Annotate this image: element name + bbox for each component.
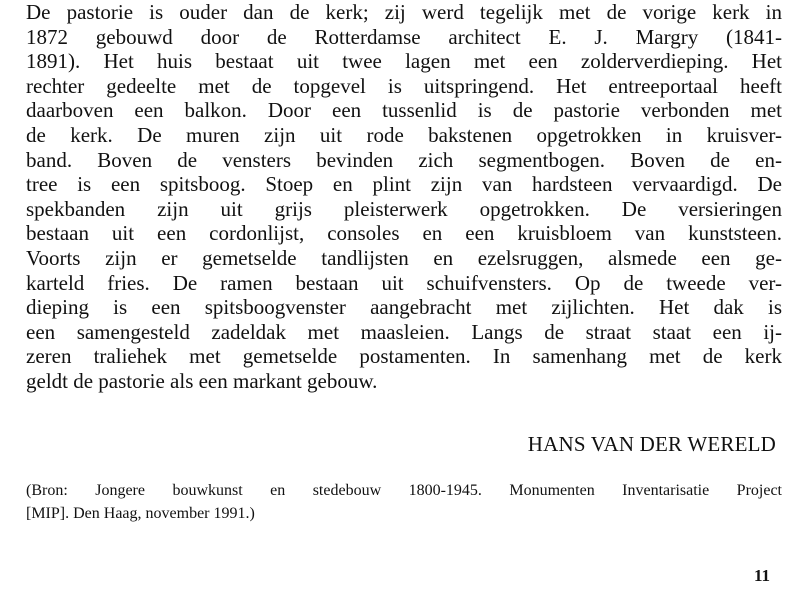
article-line: 1891). Het huis bestaat uit twee lagen met een zolderverdieping. Het xyxy=(26,49,782,74)
source-citation xyxy=(26,479,782,525)
article-line: rechter gedeelte met de topgevel is uitspringend. Het entreeportaal heeft xyxy=(26,73,782,98)
article-line: spekbanden zijn uit grijs pleisterwerk opgetrokken. De versieringen xyxy=(26,196,782,221)
source-line: [MIP]. Den Haag, november 1991.) xyxy=(26,505,255,522)
article-line: tree is een spitsboog. Stoep en plint zijn van hardsteen vervaardigd. De xyxy=(26,172,782,197)
article-line: een samengesteld zadeldak met maasleien. Langs de straat staat een ij- xyxy=(26,319,782,344)
article-line: karteld fries. De ramen bestaan uit schuifvensters. Op de tweede ver- xyxy=(26,270,782,295)
article-line: de kerk. De muren zijn uit rode bakstenen opgetrokken in kruisver- xyxy=(26,122,782,147)
article-line: geldt de pastorie als een markant gebouw. xyxy=(26,368,378,393)
article-line: 1872 gebouwd door de Rotterdamse architect E. J. Margry (1841- xyxy=(26,24,782,49)
author-signature: HANS VAN DER WERELD xyxy=(527,432,776,456)
page-number: 11 xyxy=(753,566,770,585)
article-body xyxy=(26,0,782,394)
article-line: daarboven een balkon. Door een tussenlid is de pastorie verbonden met xyxy=(26,98,782,123)
article-line: band. Boven de vensters bevinden zich segmentbogen. Boven de en- xyxy=(26,147,782,172)
article-line: dieping is een spitsboogvenster aangebracht met zijlichten. Het dak is xyxy=(26,295,782,320)
article-line: De pastorie is ouder dan de kerk; zij werd tegelijk met de vorige kerk in xyxy=(26,0,782,24)
article-line: zeren traliehek met gemetselde postamenten. In samenhang met de kerk xyxy=(26,344,782,369)
source-line: (Bron: Jongere bouwkunst en stedebouw 1800-1945. Monumenten Inventarisatie Project xyxy=(26,482,782,499)
article-line: bestaan uit een cordonlijst, consoles en een kruisbloem van kunststeen. xyxy=(26,221,782,246)
article-line: Voorts zijn er gemetselde tandlijsten en ezelsruggen, alsmede een ge- xyxy=(26,245,782,270)
